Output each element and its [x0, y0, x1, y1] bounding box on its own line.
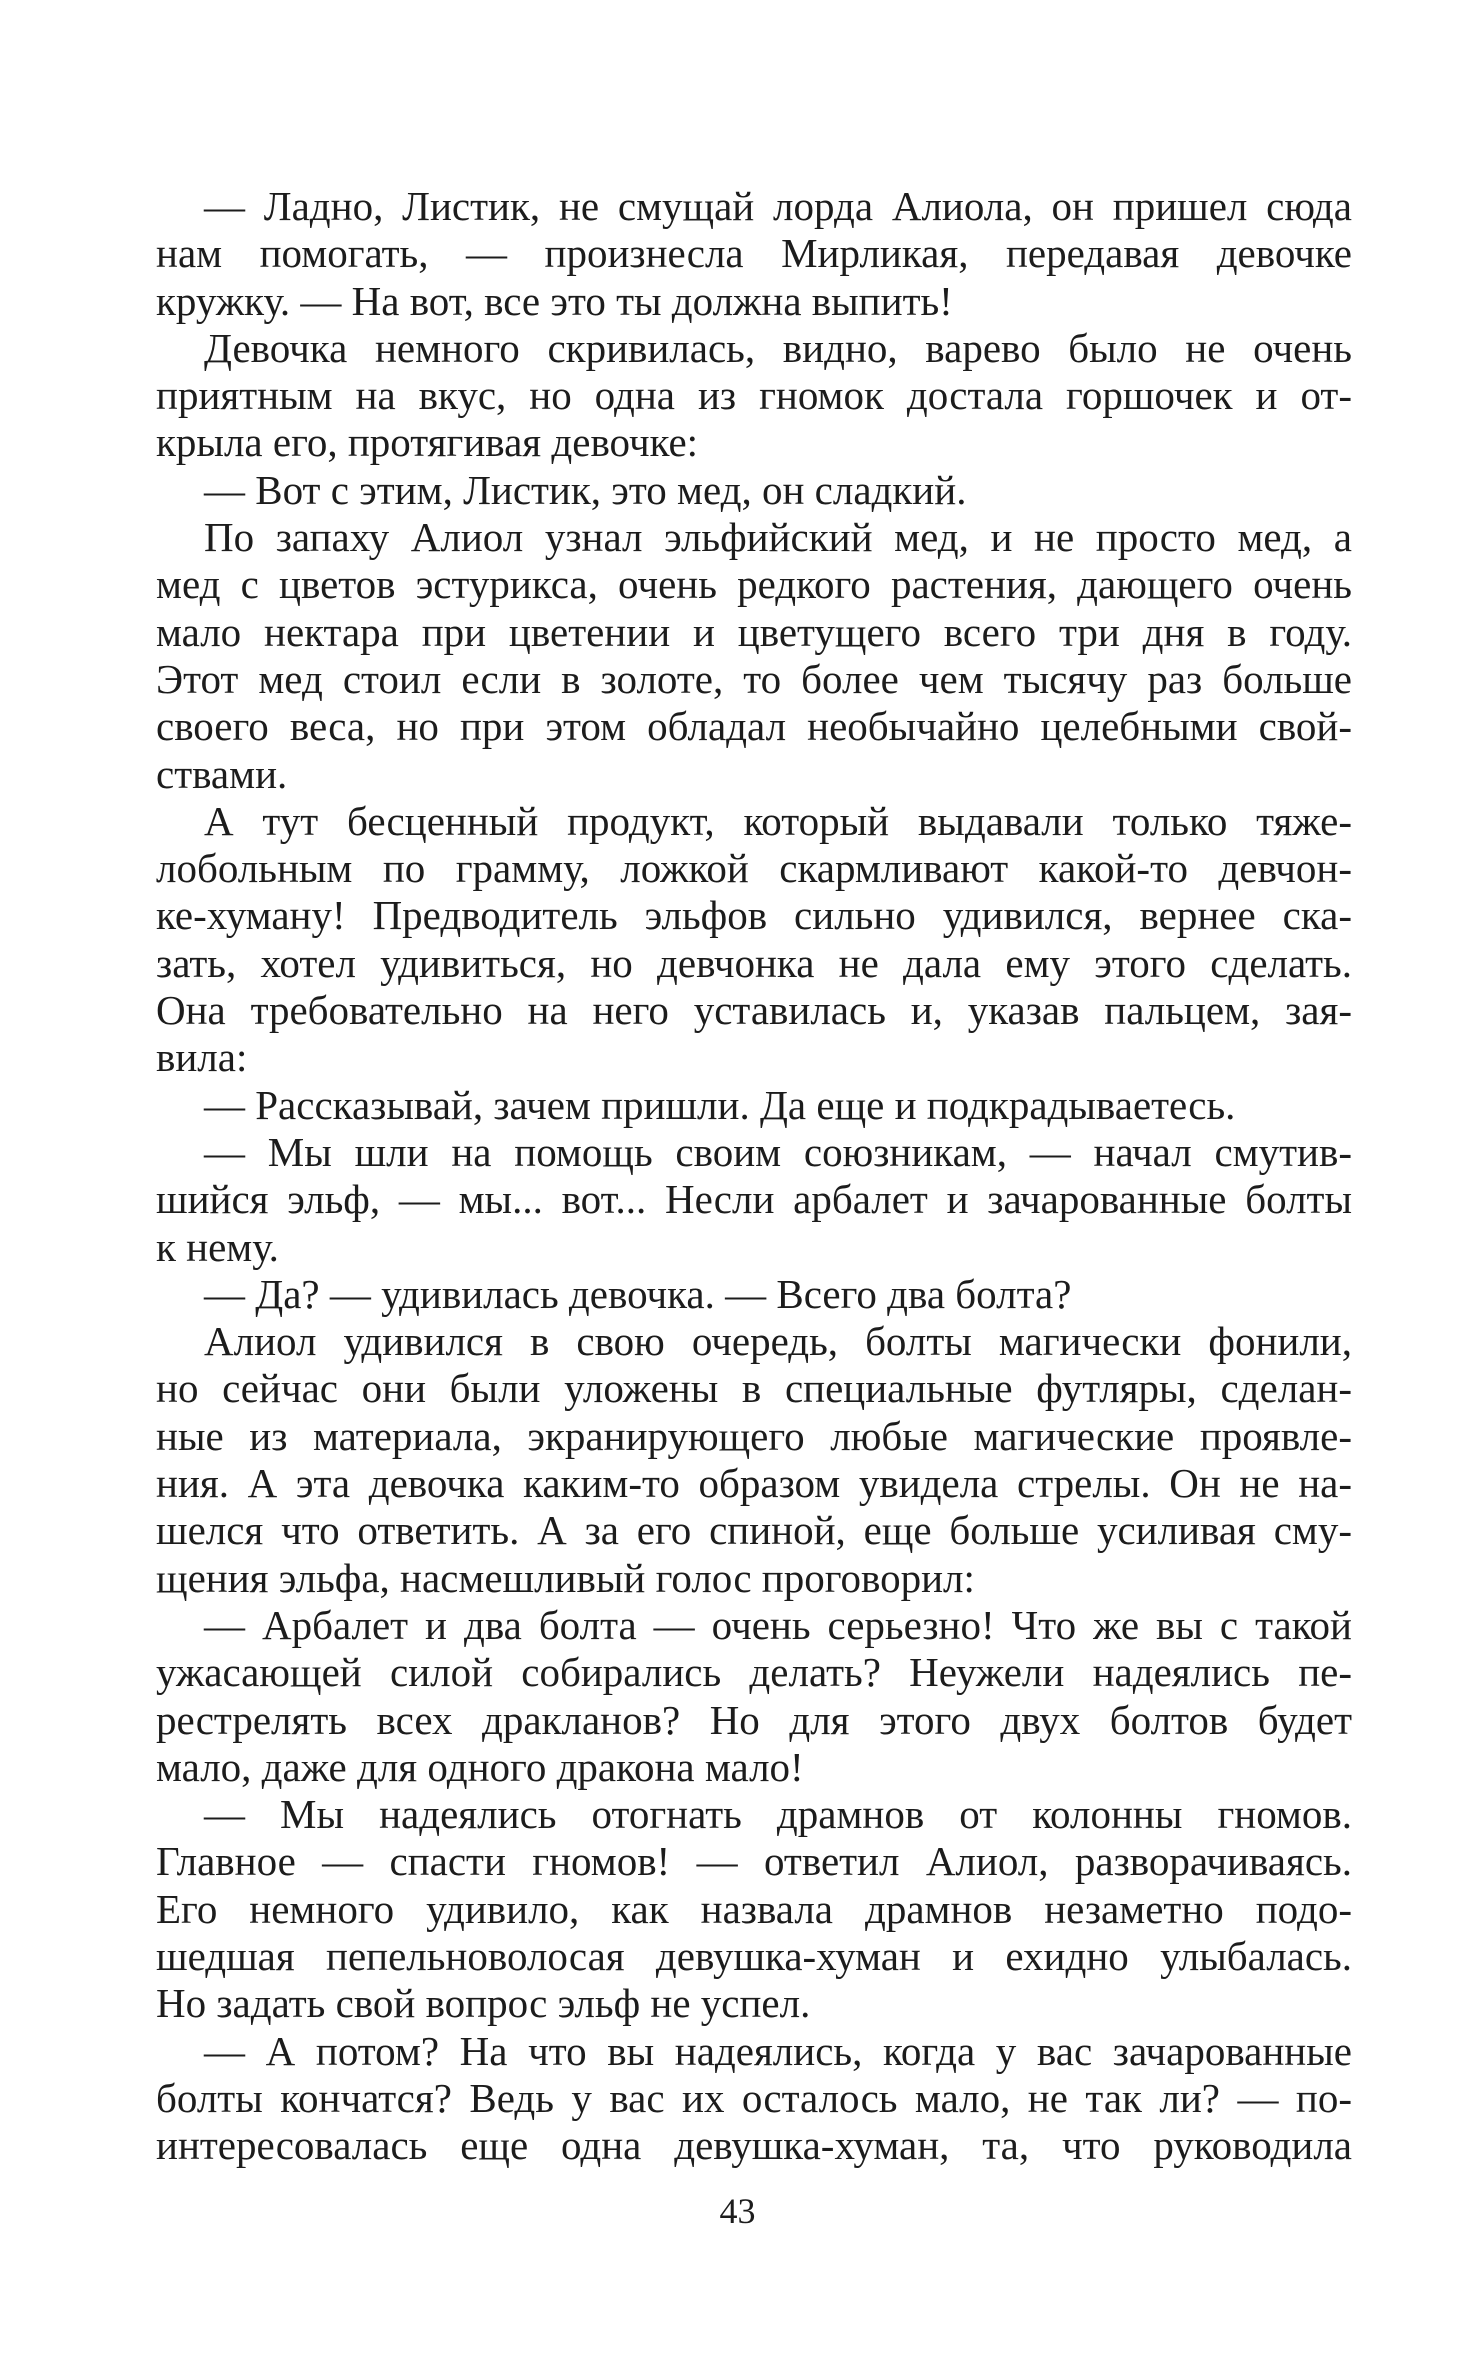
text-line: Его немного удивило, как назвала драмнов незаметно подо-	[156, 1885, 1352, 1932]
text-line: лобольным по грамму, ложкой скармливают какой-то девчон-	[156, 845, 1352, 892]
text-line: ужасающей силой собирались делать? Неужели надеялись пе-	[156, 1649, 1352, 1696]
text-line: — Мы надеялись отогнать драмнов от колонны гномов.	[204, 1791, 1352, 1838]
text-line: Она требовательно на него уставилась и, указав пальцем, зая-	[156, 987, 1352, 1034]
text-line: щения эльфа, насмешливый голос проговорил:	[156, 1554, 975, 1601]
text-line: вила:	[156, 1034, 248, 1081]
text-line: — Рассказывай, зачем пришли. Да еще и подкрадываетесь.	[204, 1081, 1236, 1128]
text-line: А тут бесценный продукт, который выдавали только тяже-	[204, 797, 1352, 844]
text-line: ствами.	[156, 750, 288, 797]
text-line: зать, хотел удивиться, но девчонка не дала ему этого сделать.	[156, 939, 1352, 986]
text-line: — Арбалет и два болта — очень серьезно! Что же вы с такой	[204, 1601, 1352, 1648]
text-line: — Ладно, Листик, не смущай лорда Алиола, он пришел сюда	[204, 183, 1352, 229]
text-line: ные из материала, экранирующего любые магические проявле-	[156, 1412, 1352, 1459]
text-line: — А потом? На что вы надеялись, когда у вас зачарованные	[204, 2027, 1352, 2074]
text-line: — Вот с этим, Листик, это мед, он сладкий.	[204, 466, 967, 513]
text-line: нам помогать, — произнесла Мирликая, передавая девочке	[156, 230, 1352, 277]
text-line: Алиол удивился в свою очередь, болты магически фонили,	[204, 1318, 1352, 1365]
text-line: мало, даже для одного дракона мало!	[156, 1743, 804, 1790]
text-line: кружку. — На вот, все это ты должна выпить!	[156, 277, 953, 324]
text-line: рестрелять всех дракланов? Но для этого двух болтов будет	[156, 1696, 1352, 1743]
text-line: Но задать свой вопрос эльф не успел.	[156, 1980, 811, 2027]
text-line: ке-хуману! Предводитель эльфов сильно удивился, вернее ска-	[156, 892, 1352, 939]
text-line: к нему.	[156, 1223, 279, 1270]
text-line: своего веса, но при этом обладал необычайно целебными свой-	[156, 703, 1352, 750]
text-line: интересовалась еще одна девушка-хуман, та, что руководила	[156, 2122, 1352, 2169]
text-line: болты кончатся? Ведь у вас их осталось мало, не так ли? — по-	[156, 2074, 1352, 2121]
text-line: мед с цветов эстурикса, очень редкого растения, дающего очень	[156, 561, 1352, 608]
text-line: шедшая пепельноволосая девушка-хуман и ехидно улыбалась.	[156, 1932, 1352, 1979]
page-body-text	[156, 183, 1352, 2169]
text-line: мало нектара при цветении и цветущего всего три дня в году.	[156, 608, 1352, 655]
text-line: шийся эльф, — мы... вот... Несли арбалет и зачарованные болты	[156, 1176, 1352, 1223]
text-line: Главное — спасти гномов! — ответил Алиол, разворачиваясь.	[156, 1838, 1352, 1885]
text-line: Девочка немного скривилась, видно, варево было не очень	[204, 324, 1352, 371]
text-line: приятным на вкус, но одна из гномок достала горшочек и от-	[156, 372, 1352, 419]
text-line: но сейчас они были уложены в специальные футляры, сделан-	[156, 1365, 1352, 1412]
text-line: — Мы шли на помощь своим союзникам, — начал смутив-	[204, 1128, 1352, 1175]
text-line: ния. А эта девочка каким-то образом увидела стрелы. Он не на-	[156, 1460, 1352, 1507]
text-line: Этот мед стоил если в золоте, то более чем тысячу раз больше	[156, 655, 1352, 702]
text-line: шелся что ответить. А за его спиной, еще больше усиливая сму-	[156, 1507, 1352, 1554]
page-number: 43	[719, 2191, 756, 2231]
text-line: — Да? — удивилась девочка. — Всего два болта?	[204, 1270, 1072, 1317]
text-line: крыла его, протягивая девочке:	[156, 419, 699, 466]
text-line: По запаху Алиол узнал эльфийский мед, и не просто мед, а	[204, 514, 1352, 561]
